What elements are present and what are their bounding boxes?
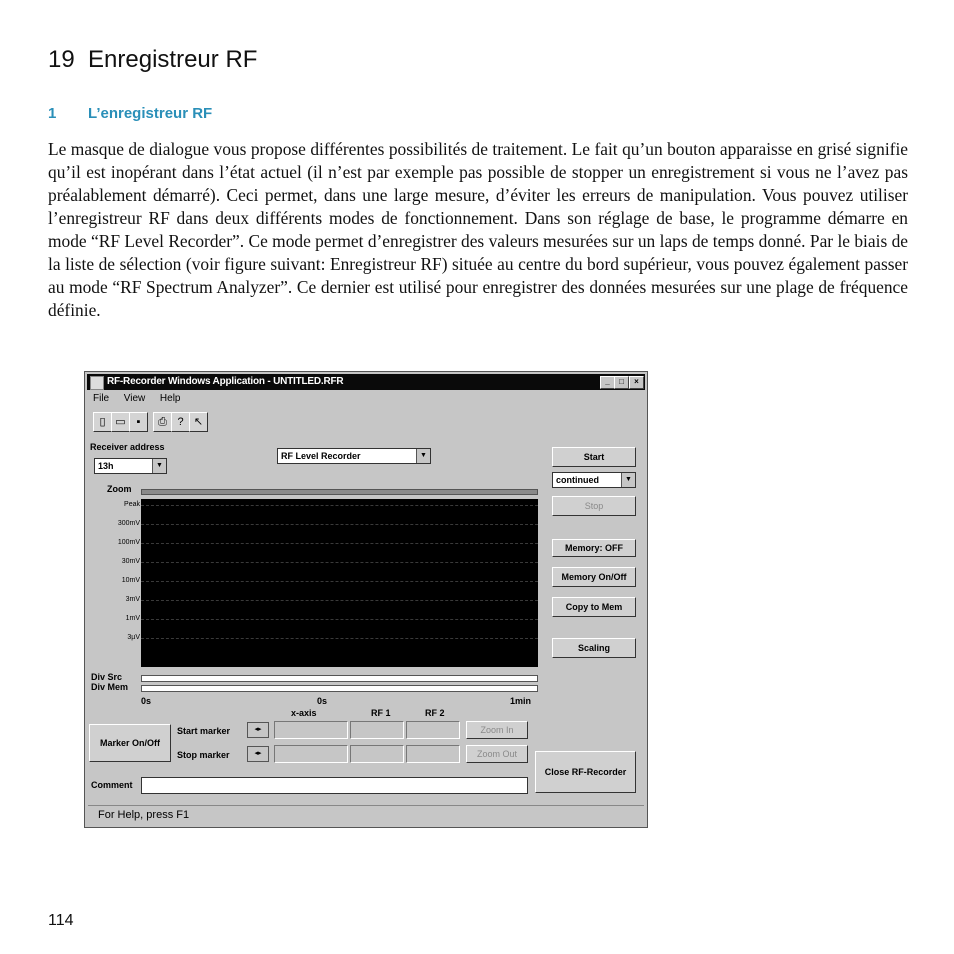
stop-marker-spinner[interactable]: ◂▸ [247,746,269,762]
grid-line [141,505,538,506]
y-axis-label: 30mV [121,558,140,565]
chapter-title: Enregistreur RF [88,46,258,73]
stop-marker-xaxis-field [274,745,348,763]
grid-line [141,524,538,525]
y-axis-label: 100mV [117,539,140,546]
stop-marker-rf2-field [406,745,460,763]
grid-line [141,600,538,601]
x-axis-right-label: 1min [510,696,532,706]
grid-line [141,638,538,639]
grid-line [141,581,538,582]
comment-label: Comment [91,780,133,790]
receiver-address-select[interactable] [94,458,167,474]
zoom-label: Zoom [107,484,132,494]
zoom-in-button[interactable]: Zoom In [466,721,528,739]
body-paragraph: Le masque de dialogue vous propose différentes possibilités de traitement. Le fait qu’un bouton apparaisse en grisé signifie qu’il est inopérant dans l’état actuel (il n’est par exemple pas possible de stopper un enregistrement si vous ne l’avez pas préalablement démarré). Ceci permet, dans une large mesure, d’éviter les erreurs de manipulation. Vous pouvez utiliser l’enregistreur RF dans deux différents modes de fonctionnement. Dans son réglage de base, le programme démarre en mode “RF Level Recorder”. Ce mode permet d’enregistrer des valeurs mesurées sur un laps de temps donné. Par le biais de la liste de sélection (voir figure suivant: Enregistreur RF) située au centre du bord supérieur, vous pouvez également passer au mode “RF Spectrum Analyzer”. Ce dernier est utilisé pour enregistrer des données mesurées sur une plage de fréquence définie. [48,139,908,320]
start-marker-rf2-field [406,721,460,739]
x-axis-center-label: 0s [317,696,328,706]
stop-marker-rf1-field [350,745,404,763]
signal-plot[interactable] [141,499,538,667]
status-bar: For Help, press F1 [88,805,644,824]
info-icon[interactable]: ? [171,412,190,432]
y-axis-label: Peak [124,501,140,508]
y-axis-label: 10mV [121,577,140,584]
rf-recorder-window [84,371,648,828]
close-icon[interactable]: × [629,376,644,389]
menu-help[interactable]: Help [159,393,181,404]
app-icon [90,376,104,390]
receiver-address-label: Receiver address [90,442,165,452]
div-src-bar[interactable] [141,675,538,682]
div-src-label: Div Src [91,672,123,682]
print-icon[interactable]: ⎙ [153,412,172,432]
recording-mode-value: continued [556,475,599,485]
start-button[interactable]: Start [552,447,636,467]
scaling-button[interactable]: Scaling [552,638,636,658]
start-marker-spinner[interactable]: ◂▸ [247,722,269,738]
section-title: L’enregistreur RF [88,105,213,122]
context-help-icon[interactable]: ↖ [189,412,208,432]
comment-input[interactable] [141,777,528,794]
y-axis-label: 3mV [125,596,140,603]
y-axis-label: 1mV [125,615,140,622]
start-marker-rf1-field [350,721,404,739]
mode-value: RF Level Recorder [281,451,361,461]
save-icon[interactable]: ▪ [129,412,148,432]
y-axis-label: 300mV [117,520,140,527]
grid-line [141,543,538,544]
zoom-out-button[interactable]: Zoom Out [466,745,528,763]
memory-onoff-button[interactable]: Memory On/Off [552,567,636,587]
chevron-down-icon[interactable]: ▼ [152,459,166,473]
div-mem-label: Div Mem [91,682,129,692]
copy-to-mem-button[interactable]: Copy to Mem [552,597,636,617]
stop-marker-label: Stop marker [177,750,230,760]
mode-select[interactable] [277,448,431,464]
menu-view[interactable]: View [123,393,146,404]
page-number: 114 [48,912,74,929]
column-x-axis: x-axis [291,708,317,718]
window-title: RF-Recorder Windows Application - UNTITLED.RFR [107,376,344,387]
memory-state-button[interactable]: Memory: OFF [552,539,636,557]
section-heading [48,105,212,122]
open-folder-icon[interactable]: ▭ [111,412,130,432]
chevron-down-icon[interactable]: ▼ [416,449,430,463]
section-number: 1 [48,105,57,122]
zoom-scrollbar[interactable] [141,489,538,495]
chapter-heading [48,46,257,74]
column-rf1: RF 1 [371,708,391,718]
y-axis-label: 3µV [127,634,140,641]
div-mem-bar[interactable] [141,685,538,692]
menu-bar [93,393,192,407]
chevron-down-icon[interactable]: ▼ [621,473,635,487]
start-marker-label: Start marker [177,726,231,736]
start-marker-xaxis-field [274,721,348,739]
recording-mode-select[interactable] [552,472,636,488]
title-bar[interactable] [87,374,645,390]
stop-button[interactable]: Stop [552,496,636,516]
minimize-icon[interactable]: _ [600,376,615,389]
new-file-icon[interactable]: ▯ [93,412,112,432]
marker-onoff-button[interactable]: Marker On/Off [89,724,171,762]
chapter-number: 19 [48,46,75,73]
menu-file[interactable]: File [93,393,110,404]
grid-line [141,562,538,563]
column-rf2: RF 2 [425,708,445,718]
receiver-address-value: 13h [98,461,114,471]
x-axis-left-label: 0s [141,696,152,706]
close-rf-recorder-button[interactable]: Close RF-Recorder [535,751,636,793]
grid-line [141,619,538,620]
maximize-icon[interactable]: □ [614,376,629,389]
